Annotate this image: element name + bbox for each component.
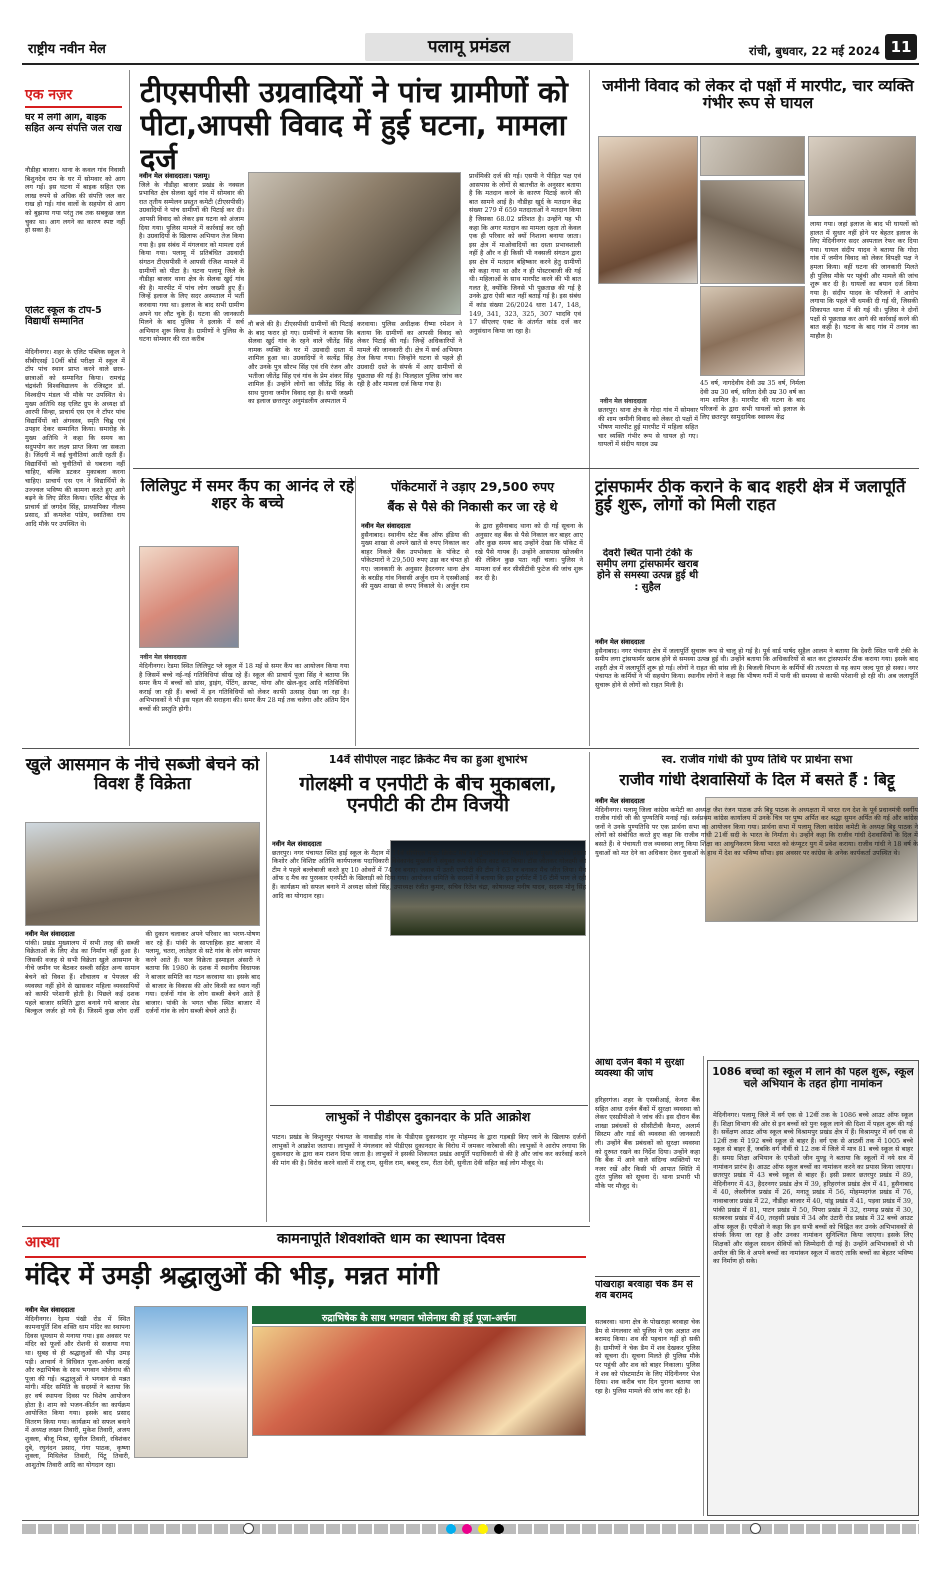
vegetables-divider	[266, 752, 267, 1222]
school-box	[707, 1060, 919, 1516]
sidebar-item-title-2: एलिट स्कूल के टॉप-5 विद्यार्थी सम्मानित	[25, 306, 102, 327]
transformer-body	[595, 638, 918, 742]
temple-photo-caption-bar	[252, 1306, 586, 1324]
temple-byline: नवीन मेल संवाददाता	[25, 1306, 75, 1314]
cricket-bottom-rule	[270, 1105, 588, 1106]
temple-body	[25, 1306, 130, 1516]
vegetables-photo	[25, 822, 260, 926]
tspc-col3: करवाया। पुलिस अधीक्षक रीष्मा रमेशन ने बताया कि ग्रामीणों का आपसी विवाद को लेकर पिटाई की गई। जिन्हें अधिकारियों ने मामले की जानकारी दी। क्षेत्र में सर्च अभियान तेज किया गया। जिन्होंने घटना से पहले ही उग्रवादी दस्ते के संपर्क में आए ग्रामीणों से पूछताछ की गई है। फिलहाल पुलिस जांच कर रही है और मामला दर्ज किया गया है।	[357, 320, 462, 389]
tspc-col1-text: जिले के नौडीहा बाजार प्रखंड के नक्सल प्रभावित क्षेत्र सेलवा खुर्द गांव में सोमवार की रात तृतीय सम्मेलन प्रस्तुत कमेटी (टीएसपीसी) उग्रवादियों ने पांच ग्रामीणों की पिटाई कर दी। आपसी विवाद को लेकर इस घटना को अंजाम दिया गया। पुलिस मामले में कार्रवाई कर रही है। उग्रवादियों के खिलाफ अभियान तेज किया गया है। इस संबंध में मंगलवार को मामला दर्ज किया गया। पलामू में प्रतिबंधित उग्रवादी संगठन टीएसपीसी ने आपसी रंजिश मामले में ग्रामीणों को पीटा है। घटना पलामू जिले के नौडीहा बाजार थाना क्षेत्र के सेलवा खुर्द गांव की है। मारपीट में पांच लोग जख्मी हुए हैं। जिन्हें इलाज के लिए सदर अस्पताल में भर्ती करवाया गया था। इलाज के बाद सभी ग्रामीण अपने घर लौट चुके हैं। घटना की जानकारी मिलने के बाद पुलिस ने इलाके में सर्च अभियान शुरू किया है। ग्रामीणों ने पुलिस के घटना सोमवार की रात करीब	[139, 180, 244, 344]
transformer-headline: ट्रांसफार्मर ठीक कराने के बाद शहरी क्षेत्र में जलापूर्ति हुई शुरू, लोगों को मिली राहत	[595, 478, 906, 515]
temple-subkicker: कामनापूर्ति शिवशक्ति धाम का स्थापना दिवस	[276, 1232, 505, 1247]
color-registration-strip	[22, 1524, 919, 1534]
temple-top-rule	[22, 1226, 590, 1227]
tspc-headline: टीएसपीसी उग्रवादियों ने पांच ग्रामीणों को पीटा,आपसी विवाद में हुई घटना, मामला दर्ज	[140, 76, 568, 176]
transformer-byline: नवीन मेल संवाददाता	[595, 638, 645, 646]
sidebar-tag-text: एक नज़र	[25, 87, 73, 103]
vegetables-body-text: पांकी। प्रखंड मुख्यालय में सभी तरह की सब्जी विक्रेताओं के लिए शेड का निर्माण नहीं हुआ है। जिसकी वजह से सभी विक्रेता खुले आसमान के नीचे जमीन पर बैठकर सब्जी सहित अन्य सामान बेचने को विवश हैं। शौचालय व पेयजल की व्यवस्था नहीं होने से खासकर महिला व्यवसायियों को काफी परेशानी होती है। पिछले कई दशक पहले बाजार समिति द्वारा बनाये गये बाजार शेड बिल्कुल जर्जर हो गये हैं। जिसमें कुछ लोग दर्जी की दुकान चलाकर अपने परिवार का भरण-पोषण कर रहे हैं। पांकी के साप्ताहिक हाट बाजार में पलामू, चतरा, लातेहार से सटे गांव के लोग व्यापार करने आते हैं। फल विक्रेता इस्माइल अंसारी ने बताया कि 1980 के दशक में स्थानीय विधायक ने बाजार समिति का गठन करवाया था। इसके बाद से बाजार के विकास की ओर किसी का ध्यान नहीं गया। दर्जनों गांव के लोग सब्जी बेचने आते हैं बाजार। पांकी के भगत चौक स्थित बाजार में दर्जनों गांव के लोग सब्जी बेचने आते हैं।	[25, 930, 260, 1016]
tspc-photo	[248, 172, 461, 315]
rajiv-body	[595, 797, 918, 1052]
pocket-byline: नवीन मेल संवाददाता	[361, 522, 411, 530]
header-rule	[22, 63, 919, 65]
sidebar-item-title-1: घर में लगी आग, बाइक सहित अन्य संपत्ति जल राख	[25, 113, 122, 134]
tspc-col2: नौ बजे की है। टीएसपीसी ग्रामीणों की पिटाई के बाद फरार हो गए। ग्रामीणों ने बताया कि सेलवा खुर्द गांव के रहने वाले जीतेंद्र सिंह नामक व्यक्ति के घर में उग्रवादी दस्ता में शामिल हुआ था। उग्रवादियों ने सत्येंद्र सिंह और उनके पुत्र सौरभ सिंह एवं रवि रंजन और भतीजा जीतेंद्र सिंह एवं गांव के प्रेम शंकर सिंह शामिल हैं। उन्होंने लोगों का जीतेंद्र सिंह के साथ पुराना जमीन विवाद रहा है। सभी जख्मी का इलाज छत्तरपुर अनुमंडलीय अस्पताल में	[248, 320, 353, 406]
lilliput-body: मेदिनीनगर। रेडमा स्थित लिलिपुट प्ले स्कूल में 18 मई से समर कैंप का आयोजन किया गया है जिसमें बच्चे नई-नई गतिविधियां सीख रहे हैं। स्कूल की प्राचार्य पूजा सिंह ने बताया कि समर कैंप में बच्चों को डांस, ड्राइंग, पेंटिंग, क्राफ्ट, योगा और खेल-कूद आदि गतिविधियां कराई जा रही हैं। बच्चों में इन गतिविधियों को लेकर काफी उत्साह देखा जा रहा है। अभिभावकों ने भी इस पहल की सराहना की। समर कैंप 28 मई तक चलेगा और अंतिम दिन बच्चों की प्रस्तुति होगी।	[139, 662, 349, 713]
rajiv-headline: राजीव गांधी देशवासियों के दिल में बसते हैं : बिट्टू	[619, 772, 895, 789]
pocket-headline: बैंक से पैसे की निकासी कर जा रहे थे	[387, 500, 558, 514]
rajiv-body-text: मेदिनीनगर। पलामू जिला कांग्रेस कमेटी का अध्यक्ष जैश रंजन पाठक उर्फ बिट्टू पाठक के अध्यक्षता में भारत रत्न देश के पूर्व प्रधानमंत्री स्वर्गीय राजीव गांधी जी की पुण्यतिथि मनाई गई। सर्वप्रथम कांग्रेस कार्यालय में उनके चित्र पर पुष्प अर्पित कर श्रद्धा सुमन अर्पित की गई और कांग्रेस जनों ने उनके पुण्यतिथि पर एक प्रार्थना सभा का आयोजन किया गया। प्रार्थना सभा में पलामू जिला कांग्रेस कमेटी के अध्यक्ष बिट्टू पाठक ने लोगों को संबोधित करते हुए कहा कि राजीव गांधी 21वीं सदी के भारत के निर्माता थे। उन्होंने कहा कि राजीव गांधी देशवासियों के दिल में बसते हैं। वे पंचायती राज व्यवस्था लागू किया शिक्षा का आधुनिकरण किया भारत को कंप्यूटर युग में प्रवेश कराया। राजीव गांधी ने 18 वर्ष के युवाओं को मत देने का अधिकार देकर युवाओं के हाथ में देश का भविष्य सौंपा। इस अवसर पर कांग्रेस के अनेक कार्यकर्ता उपस्थित थे।	[595, 805, 918, 857]
land-body-3: लाया गया। जहां इलाज के बाद भी घायलों को हालत में सुधार नहीं होने पर बेहतर इलाज के लिए मेदिनीनगर सदर अस्पताल रेफर कर दिया गया। घायल संदीप यादव ने बताया कि गोदा गांव में जमीन विवाद को लेकर विपक्षी पक्ष ने हमला किया। वहीं घटना की जानकारी मिलते ही पुलिस मौके पर पहुंची और मामले की जांच शुरू कर दी है। घायलों का बयान दर्ज किया गया है। संदीप यादव के परिजनों ने आरोप लगाया कि पहले भी धमकी दी गई थी, जिसकी शिकायत थाना में की गई थी। पुलिस ने दोनों पक्षों से पूछताछ कर आगे की कार्रवाई करने की बात कही है। घटना के बाद गांव में तनाव का माहौल है।	[810, 220, 918, 340]
sidebar-tag	[25, 84, 122, 104]
pocket-kicker: पॉकेटमारों ने उड़ाए 29,500 रुपए	[390, 480, 555, 494]
lilliput-divider	[355, 476, 356, 746]
land-photo-5	[808, 136, 916, 216]
dateline-text: रांची, बुधवार, 22 मई 2024	[749, 44, 880, 58]
temple-body-continued	[134, 1462, 586, 1516]
dam-headline: पोखराहा बरवाहा चेक डैम से शव बरामद	[595, 1280, 693, 1301]
cricket-byline: नवीन मेल संवाददाता	[272, 840, 322, 848]
land-body-1: छतरपुर। थाना क्षेत्र के गोदा गांव में सोमवार की शाम जमीनी विवाद को लेकर दो पक्षों में भीषण मारपीट हुई मारपीट में महिला सहित चार व्यक्ति गंभीर रूप से घायल हो गए। घायलों में संदीप यादव उम्र	[598, 406, 698, 449]
registration-mark-right	[750, 1523, 761, 1534]
tspc-col1	[139, 172, 244, 462]
land-photo-3	[700, 180, 805, 284]
cricket-body-text: छतरपुर। नगर पंचायत स्थित हाई स्कूल के मैदान में 14वें सीपीएल नाइट क्रिकेट मैच का शुभारंभ किया गया। इसके मुख्य अतिथि प्रशांत किशोर और विशिष्ट अतिथि कार्यपालक पदाधिकारी विवेकानंद मुखर्जी ने संयुक्त रूप से फीता काट कर किया। टॉस जीतकर गोलक्ष्मी की टीम ने पहले बल्लेबाजी करते हुए 10 ओवरों में 74 रन बनाए। जवाब में उतरी एनपीटी की टीम ने 63 रन बनाकर मैच जीत लिया। मैन ऑफ द मैच का पुरस्कार एनपीटी के खिलाड़ी को दिया गया। आयोजन समिति के सदस्यों ने बताया कि इस टूर्नामेंट में 16 टीमें भाग ले रही हैं। कार्यक्रम को सफल बनाने में अध्यक्ष सोलो सिंह, उपाध्यक्ष रंजीत कुमार, सचिव रितेश चंद्रा, कोषाध्यक्ष मनीष यादव, सदस्य मोनू सिंह आदि का योगदान रहा।	[272, 848, 586, 900]
section-title: पलामू प्रमंडल	[427, 37, 511, 57]
school-headline: 1086 बच्चों को स्कूल में लाने की पहल शुरू, स्कूल चले अभियान के तहत होगा नामांकन	[712, 1067, 914, 1090]
cricket-right-divider	[589, 752, 590, 1222]
pds-headline: लाभुकों ने पीडीएस दुकानदार के प्रति आक्रोश	[325, 1110, 531, 1124]
rajiv-byline: नवीन मेल संवाददाता	[595, 797, 645, 805]
footer-rule	[22, 1520, 919, 1521]
dateline	[690, 40, 880, 58]
tspc-right-divider	[589, 70, 590, 746]
temple-kicker-rule	[25, 1256, 586, 1258]
pds-body: पाटन। प्रखंड के किशुनपुर पंचायत के नावाडीह गांव के पीडीएस दुकानदार नूर मोहम्मद के द्वारा गड़बड़ी किए जाने के खिलाफ दर्जनों लाभुकों ने आक्रोश जताया। लाभुकों ने मंगलवार को पीडीएस दुकानदार के विरोध में जमकर नारेबाजी की। लाभुकों ने आरोप लगाया कि दुकानदार के द्वारा कम राशन दिया जाता है। लाभुकों ने इसकी शिकायत प्रखंड आपूर्ति पदाधिकारी से की है और जांच कर कार्रवाई करने की मांग की है। विरोध करने वालों में राजू राम, सुनील राम, बबलू राम, रीता देवी, सुनीता देवी सहित कई लोग मौजूद थे।	[272, 1133, 586, 1167]
row2-bottom-rule	[22, 748, 919, 749]
bank-headline: आधा दर्जन बैंकों में सुरक्षा व्यवस्था की जांच	[595, 1058, 685, 1079]
land-photo-main	[598, 136, 698, 284]
masthead-title: राष्ट्रीय नवीन मेल	[28, 42, 106, 57]
tspc-col4: प्रार्थमिकी दर्ज की गई। एसपी ने पीड़ित पक्ष एवं आसपास के लोगों से बातचीत के अनुसार बताया है कि मतदान करने के कारण पिटाई करने की बात सामने आई है। नौडीहा खुर्द के मतदान केंद्र संख्या 279 में 659 मतदाताओं ने मतदान किया है जिसका 68.02 प्रतिशत है। उन्होंने यह भी कहा कि अगर मतदान का मामला रहता तो केवल एक ही परिवार को क्यों निशाना बनाया जाता। इस क्षेत्र में माओवादियों का दस्ता प्रभावशाली नहीं है और न ही किसी भी नक्सली संगठन द्वारा इस क्षेत्र में मतदान बहिष्कार करने हेतु ग्रामीणों को कहा गया था और न ही पोस्टरबाजी की गई थी। महिलाओं के साथ मारपीट करने की भी बात गलत है, क्योंकि जिनसे भी पूछताछ की गई है उनके द्वारा ऐसी बात नहीं बताई गई है। इस संबंध में कांड संख्या 26/2024 धारा 147, 148, 149, 341, 323, 325, 307 भादवि एवं 17 सीएलए एक्ट के अंतर्गत कांड दर्ज कर अनुसंधान किया जा रहा है।	[469, 172, 581, 335]
transformer-body-text: हुसैनाबाद। नगर पंचायत क्षेत्र में जलापूर्ति सुचारू रूप से चालू हो गई है। पूर्व वार्ड पार्षद सुहैल आलम ने बताया कि देवरी स्थित पानी टंकी के समीप लगा ट्रांसफार्मर खराब होने से समस्या उत्पन्न हुई थी। उन्होंने बताया कि अधिकारियों से बात कर ट्रांसफार्मर ठीक कराया गया। इसके बाद शहरी क्षेत्र में जलापूर्ति शुरू हो गई। लोगों ने राहत की सांस ली है। बिजली विभाग के कर्मियों की तत्परता से यह काम जल्द पूरा हो सका। नगर पंचायत के कर्मियों ने भी सहयोग किया। स्थानीय लोगों ने कहा कि भीषण गर्मी में पानी की समस्या से काफी परेशानी हो रही थी। अब जलापूर्ति सुचारू होने से लोगों को राहत मिली है।	[595, 646, 918, 689]
vegetables-body	[25, 930, 260, 1220]
tspc-byline: नवीन मेल संवाददाता। पलामू।	[139, 172, 210, 180]
lilliput-photo	[139, 546, 239, 648]
sidebar-item-body-1: नौडीहा बाजार। थाना के कवल गांव निवासी बिशुनदेव राम के घर में सोमवार को आग लग गई। इस घटना में बाइक सहित एक लाख रुपये से अधिक की संपत्ति जल कर राख हो गई। गांव वालों के सहयोग से आग को बुझाया गया परंतु तब तक सबकुछ जल चुका था। आग लगने का कारण स्पष्ट नहीं हो सका है।	[25, 166, 125, 235]
lilliput-caption: नवीन मेल संवाददाता	[140, 654, 187, 661]
temple-headline: मंदिर में उमड़ी श्रद्धालुओं की भीड़, मन्नत मांगी	[25, 1262, 439, 1290]
land-caption: नवीन मेल संवाददाता	[600, 398, 647, 405]
land-body-2: 45 वर्ष, नागदेवीय देवी उम्र 35 वर्ष, निर्मला देवी उम्र 30 वर्ष, सरिता देवी उम्र 30 वर्ष का नाम शामिल है। मारपीट की घटना के बाद परिजनों के द्वारा सभी घायलों को इलाज के लिए छतरपुर सामुदायिक स्वास्थ्य केंद्र	[700, 379, 805, 422]
row1-bottom-rule	[133, 468, 919, 469]
bank-dam-rule	[595, 1276, 700, 1277]
vegetables-headline: खुले आसमान के नीचे सब्जी बेचने को विवश हैं विक्रेता	[25, 756, 260, 795]
bank-right-divider	[703, 1056, 704, 1516]
cricket-body	[272, 840, 586, 1102]
dam-body: सतबरवा। थाना क्षेत्र के पोखराहा बरवाहा चेक डैम से मंगलवार को पुलिस ने एक अज्ञात शव बरामद किया। शव की पहचान नहीं हो सकी है। ग्रामीणों ने चेक डैम में शव देखकर पुलिस को सूचना दी। सूचना मिलते ही पुलिस मौके पर पहुंची और शव को बाहर निकाला। पुलिस ने शव को पोस्टमार्टम के लिए मेदिनीनगर भेज दिया। शव करीब चार दिन पुराना बताया जा रहा है। पुलिस मामले की जांच कर रही है।	[595, 1318, 700, 1395]
lilliput-headline: लिलिपुट में समर कैंप का आनंद ले रहे शहर के बच्चे	[140, 478, 355, 513]
temple-photo-building	[134, 1306, 248, 1458]
rajiv-kicker: स्व. राजीव गांधी की पुण्य तिथि पर प्रार्थना सभा	[661, 754, 853, 766]
sidebar-tag-rule	[25, 106, 122, 108]
vegetables-byline: नवीन मेल संवाददाता	[25, 930, 75, 938]
sidebar-item-body-2: मेदिनीनगर। शहर के एलिट पब्लिक स्कूल ने सीबीएसई 10वीं बोर्ड परीक्षा में स्कूल में टॉप पांच स्थान प्राप्त करने वाले छात्र-छात्राओं को सम्मानित किया। रामचंद्र चंद्रवंशी विश्वविद्यालय के रजिस्ट्रार डॉ. विश्वदीप मंडल भी मौके पर उपस्थित थे। मुख्य अतिथि सह एलिट ग्रुप के अध्यक्ष डॉ आरपी सिन्हा, प्राचार्य एस एन ने टॉपर पांच विद्यार्थियों को अंगवस्त्र, स्मृति चिह्न एवं उपहार देकर सम्मानित किया। समारोह के मुख्य अतिथि ने कहा कि समय का सदुपयोग कर लक्ष्य प्राप्त किया जा सकता है। जिंदगी में कई चुनौतियां आती रहती हैं। विद्यार्थियों को चुनौतियों से घबराना नहीं चाहिए, बल्कि डटकर मुकाबला करना चाहिए। प्राचार्य एस एन ने विद्यार्थियों के उज्ज्वल भविष्य की कामना करते हुए आगे बढ़ने के लिए प्रेरित किया। एलिट बीएड के प्राचार्य डॉ जगदेव सिंह, प्राध्यापिका नीलम प्रसाद, डॉ कमलेश पांडेय, स्वातिका राय आदि मौके पर उपस्थित थे।	[25, 348, 125, 528]
land-photo-4	[700, 286, 805, 376]
masthead	[28, 38, 328, 60]
land-headline: जमीनी विवाद को लेकर दो पक्षों में मारपीट, चार व्यक्ति गंभीर रूप से घायल	[602, 78, 914, 113]
cricket-kicker: 14वें सीपीएल नाइट क्रिकेट मैच का हुआ शुभारंभ	[328, 754, 528, 766]
temple-photo-puja	[252, 1326, 586, 1436]
registration-mark-left	[243, 1523, 254, 1534]
pocket-body	[361, 522, 583, 742]
section-banner	[365, 33, 573, 61]
temple-kicker-box	[25, 1232, 143, 1256]
transformer-subhead: देवरी स्थित पानी टंकी के समीप लगा ट्रांसफार्मर खराब होने से समस्या उत्पन्न हुई थी : सुहैल	[596, 548, 699, 593]
school-body: मेदिनीनगर। पलामू जिले में वर्ग एक से 12वीं तक के 1086 बच्चे आउट ऑफ स्कूल हैं। शिक्षा विभाग की ओर से इन बच्चों को पुनः स्कूल लाने की दिशा में पहल शुरू की गई है। सर्वेक्षण आउट ऑफ स्कूल बच्चे विश्रामपुर प्रखंड क्षेत्र में हैं। विश्रामपुर में वर्ग एक से 12वीं तक में 192 बच्चे स्कूल से बाहर हैं। वर्ग एक से आठवीं तक में 1005 बच्चे स्कूल से बाहर हैं, जबकि वर्ग नौवीं से 12 तक में जिले में मात्र 81 बच्चे स्कूल से बाहर हैं। समग्र शिक्षा अभियान के एपीओ जीन मुण्डू ने बताया कि स्कूलों में नये सत्र में नामांकन प्रारंभ है। आउट ऑफ स्कूल बच्चों का नामांकन करने का प्रयास किया जाएगा। छतरपुर प्रखंड में 43 बच्चे स्कूल से बाहर हैं। इसी प्रकार छतरपुर प्रखंड में 89, मेदिनीनगर में 43, हैदरनगर प्रखंड क्षेत्र में 39, हरिहरगंज प्रखंड क्षेत्र में 41, हुसैनाबाद में 40, लेस्लीगंज प्रखंड में 26, मनातू प्रखंड में 56, मोहम्मदगंज प्रखंड में 76, नावाबाजार प्रखंड में 22, नौडीहा बाजार में 40, पांडू प्रखंड में 41, पड़वा प्रखंड में 39, पांकी प्रखंड में 81, पाटन प्रखंड में 50, पिपरा प्रखंड में 32, रामगढ़ प्रखंड में 30, सतबरवा प्रखंड में 40, तरहसी प्रखंड में 34 और उंटारी रोड प्रखंड में 32 बच्चे आउट ऑफ स्कूल हैं। एपीओ ने कहा कि इन सभी बच्चों को चिह्नित कर उनके अभिभावकों से संपर्क किया जा रहा है और उनका नामांकन सुनिश्चित किया जाएगा। इसके लिए शिक्षकों और संकुल साधन सेवियों को जिम्मेदारी दी गई है। उन्होंने अभिभावकों से भी अपील की कि वे अपने बच्चों का नामांकन स्कूल में कराएं ताकि बच्चों का बेहतर भविष्य का निर्माण हो सके।	[713, 1111, 913, 1266]
page-number-badge	[885, 34, 917, 60]
temple-body-text: मेदिनीनगर। रेड़मा पंखी रोड में स्थित कामनापूर्ति शिव शक्ति धाम मंदिर का स्थापना दिवस धूमधाम से मनाया गया। इस अवसर पर मंदिर को फूलों और रोशनी से सजाया गया था। सुबह से ही श्रद्धालुओं की भीड़ उमड़ पड़ी। आचार्य ने विधिवत पूजा-अर्चना कराई और रुद्राभिषेक के साथ भगवान भोलेनाथ की पूजा की गई। श्रद्धालुओं ने भगवान से मन्नत मांगी। मंदिर समिति के सदस्यों ने बताया कि हर वर्ष स्थापना दिवस पर विशेष आयोजन होता है। शाम को भजन-कीर्तन का कार्यक्रम आयोजित किया गया। इसके बाद प्रसाद वितरण किया गया। कार्यक्रम को सफल बनाने में अध्यक्ष लखन तिवारी, मुकेश तिवारी, अजय शुक्ला, बीजू मिश्रा, सुनील तिवारी, रविशंकर दुबे, रघुनंदन प्रसाद, गंगा पाठक, कृष्णा शुक्ला, मिथिलेश तिवारी, पिंटू तिवारी, आशुतोष तिवारी आदि का योगदान रहा।	[25, 1314, 130, 1469]
temple-photo-caption: रुद्राभिषेक के साथ भगवान भोलेनाथ की हुई पूजा-अर्चना	[321, 1313, 517, 1324]
color-swatch-yellow	[478, 1524, 488, 1534]
land-photo-2	[700, 136, 805, 176]
pocket-body-text: हुसैनाबाद। स्थानीय स्टेट बैंक ऑफ इंडिया की मुख्य शाखा से अपने खाते से रुपए निकाल कर बाहर निकले बैंक उपभोक्ता के पॉकेट से पॉकेटमारों ने 29,500 रुपए उड़ा कर चंपत हो गए। जानकारी के अनुसार हैदरनगर थाना क्षेत्र के बरडीह गांव निवासी अर्जुन राम ने एसबीआई की मुख्य शाखा से रुपए निकाले थे। अर्जुन राम के द्वारा हुसैनाबाद थाना को दी गई सूचना के अनुसार वह बैंक से पैसे निकाल कर बाहर आए और कुछ समय बाद उन्होंने देखा कि पॉकेट में रखे पैसे गायब हैं। उन्होंने आसपास खोजबीन की लेकिन कुछ पता नहीं चला। पुलिस ने मामला दर्ज कर सीसीटीवी फुटेज की जांच शुरू कर दी है।	[361, 522, 583, 591]
color-swatch-magenta	[462, 1524, 472, 1534]
page-number: 11	[890, 38, 912, 56]
color-swatch-black	[494, 1524, 504, 1534]
bank-body: हरिहरगंज। शहर के एसबीआई, केनरा बैंक सहित आधा दर्जन बैंकों में सुरक्षा व्यवस्था को लेकर एसडीपीओ ने जांच की। इस दौरान बैंक शाखा प्रबंधकों से सीसीटीवी कैमरा, अलार्म सिस्टम और गार्ड की व्यवस्था की जानकारी ली। उन्होंने बैंक प्रबंधकों को सुरक्षा व्यवस्था को दुरुस्त रखने का निर्देश दिया। उन्होंने कहा कि बैंक में आने वाले संदिग्ध व्यक्तियों पर नजर रखें और किसी भी आपात स्थिति में तुरंत पुलिस को सूचना दें। थाना प्रभारी भी मौके पर मौजूद थे।	[595, 1096, 700, 1190]
temple-kicker: आस्था	[25, 1233, 60, 1251]
sidebar-divider	[129, 70, 130, 746]
cricket-headline: गोलक्ष्मी व एनपीटी के बीच मुकाबला, एनपीटी की टीम विजयी	[299, 774, 557, 817]
color-swatch-cyan	[446, 1524, 456, 1534]
